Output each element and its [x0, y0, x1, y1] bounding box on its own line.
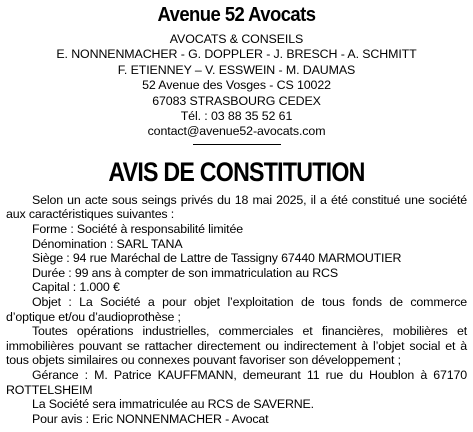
partners-line-2: F. ETIENNEY – V. ESSWEIN - M. DAUMAS [117, 62, 356, 77]
phone-number: Tél. : 03 88 35 52 61 [180, 109, 293, 124]
notice-gerance: Gérance : M. Patrice KAUFFMANN, demeurant 11 rue du Houblon à 67170 ROTTELSHEIM [6, 367, 467, 397]
contact-email: contact@avenue52-avocats.com [147, 124, 326, 139]
legal-notice-page [0, 3, 473, 432]
notice-title: AVIS DE CONSTITUTION [108, 156, 365, 187]
address-city: 67083 STRASBOURG CEDEX [152, 93, 321, 108]
firm-details [6, 32, 467, 140]
notice-capital: Capital : 1.000 € [32, 280, 120, 295]
notice-signature: Pour avis : Eric NONNENMACHER - Avocat [32, 411, 269, 426]
firm-name: Avenue 52 Avocats [157, 3, 316, 26]
notice-objet: Objet : La Société a pour objet l’exploitation de tous fonds de commerce d’optique et/ou d’audioprothèse ; [6, 295, 467, 324]
notice-immatriculation: La Société sera immatriculée au RCS de SAVERNE. [32, 397, 314, 412]
notice-siege: Siège : 94 rue Maréchal de Lattre de Tassigny 67440 MARMOUTIER [32, 251, 402, 266]
header-divider [193, 144, 281, 145]
firm-tagline: AVOCATS & CONSEILS [169, 32, 304, 46]
notice-body [6, 193, 467, 427]
partners-line-1: E. NONNENMACHER - G. DOPPLER - J. BRESCH - A. SCHMITT [56, 47, 417, 62]
notice-operations: Toutes opérations industrielles, commerciales et financières, mobilières et immobilières pouvant se rattacher directement ou indirectement à l’objet social et à tous objets similaires ou connexes pouvant favoriser son développement ; [6, 324, 467, 368]
notice-intro: Selon un acte sous seings privés du 18 mai 2025, il a été constitué une société aux caractéristiques suivantes : [6, 192, 467, 222]
address-street: 52 Avenue des Vosges - CS 10022 [142, 78, 331, 93]
notice-duree: Durée : 99 ans à compter de son immatriculation au RCS [32, 265, 338, 280]
notice-forme: Forme : Société à responsabilité limitée [32, 222, 243, 237]
notice-denomination: Dénomination : SARL TANA [32, 236, 183, 251]
